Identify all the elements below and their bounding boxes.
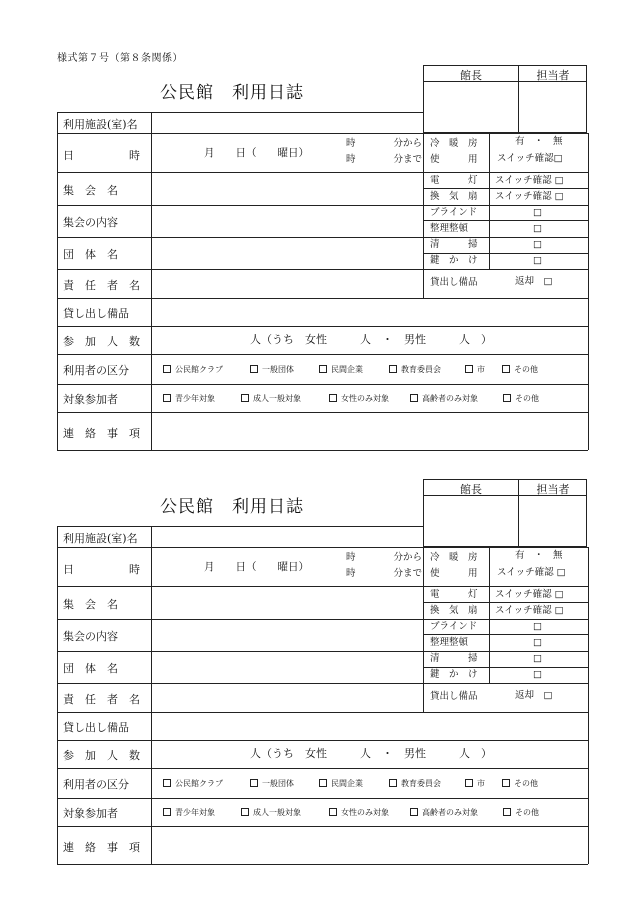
lending-items-label: 貸し出し備品 (63, 307, 129, 320)
checkbox[interactable] (389, 365, 397, 373)
category-option-label: その他 (514, 365, 538, 374)
lending-items-label: 貸し出し備品 (63, 721, 129, 734)
user-category-label: 利用者の区分 (63, 778, 129, 791)
cleaning-check[interactable]: □ (533, 239, 542, 250)
target-option[interactable] (503, 807, 539, 818)
meeting-name-label: 集 会 名 (63, 598, 118, 611)
category-option[interactable] (250, 364, 294, 375)
category-option[interactable] (319, 778, 363, 789)
target-option-label: 成人一般対象 (253, 394, 301, 403)
checkbox[interactable] (410, 394, 418, 402)
checkbox[interactable] (163, 808, 171, 816)
target-label: 対象参加者 (63, 807, 118, 820)
locking-check[interactable]: □ (533, 669, 542, 680)
category-option-label: 一般団体 (262, 365, 294, 374)
aircon-label: 冷 暖 房 (430, 138, 478, 149)
chief-label: 館長 (460, 69, 482, 82)
participants-label: 参 加 人 数 (63, 749, 140, 762)
facility-label: 利用施設(室)名 (63, 532, 138, 545)
target-option-label: その他 (515, 808, 539, 817)
category-option-label: その他 (514, 779, 538, 788)
tidy-label: 整理整頓 (430, 223, 469, 234)
participants-count-field[interactable]: 人（うち 女性 人 ・ 男性 人 ） (250, 747, 492, 760)
category-option-label: 一般団体 (262, 779, 294, 788)
participants-count-field[interactable]: 人（うち 女性 人 ・ 男性 人 ） (250, 333, 492, 346)
approval-stamp-box (423, 65, 587, 133)
target-option[interactable] (410, 807, 478, 818)
user-category-label: 利用者の区分 (63, 364, 129, 377)
checkbox[interactable] (503, 808, 511, 816)
approval-stamp-box (423, 479, 587, 547)
light-switch-check[interactable]: スイッチ確認 □ (495, 589, 564, 600)
fan-label: 換 気 扇 (430, 605, 478, 616)
tidy-check[interactable]: □ (533, 223, 542, 234)
category-option[interactable] (389, 778, 441, 789)
category-option[interactable] (319, 364, 363, 375)
category-option-label: 民間企業 (331, 779, 363, 788)
category-option-label: 民間企業 (331, 365, 363, 374)
checkbox[interactable] (163, 394, 171, 402)
meeting-content-label: 集会の内容 (63, 216, 118, 229)
return-check[interactable]: 返却 □ (515, 690, 553, 701)
category-option[interactable] (502, 778, 538, 789)
category-option-label: 公民館クラブ (175, 365, 223, 374)
fan-label: 換 気 扇 (430, 191, 478, 202)
checkbox[interactable] (389, 779, 397, 787)
aircon-yes-no[interactable]: 有 ・ 無 (515, 136, 563, 147)
light-label: 電 灯 (430, 175, 478, 186)
target-option[interactable] (329, 807, 389, 818)
target-option-label: 青少年対象 (175, 394, 215, 403)
blind-check[interactable]: □ (533, 621, 542, 632)
target-option[interactable] (503, 393, 539, 404)
form-title: 公民館 利用日誌 (160, 83, 304, 103)
target-option[interactable] (241, 807, 301, 818)
target-option-label: 女性のみ対象 (341, 394, 389, 403)
datetime-label: 日 時 (63, 563, 140, 576)
tidy-check[interactable]: □ (533, 637, 542, 648)
checkbox[interactable] (163, 779, 171, 787)
target-option-label: 成人一般対象 (253, 808, 301, 817)
notes-label: 連 絡 事 項 (63, 427, 140, 440)
checkbox[interactable] (241, 808, 249, 816)
checkbox[interactable] (465, 779, 473, 787)
locking-check[interactable]: □ (533, 255, 542, 266)
lending-items-return-label: 貸出し備品 (430, 277, 478, 288)
checkbox[interactable] (250, 365, 258, 373)
category-option[interactable] (163, 364, 223, 375)
aircon-label: 冷 暖 房 (430, 552, 478, 563)
checkbox[interactable] (410, 808, 418, 816)
light-label: 電 灯 (430, 589, 478, 600)
category-option-label: 教育委員会 (401, 779, 441, 788)
cleaning-check[interactable]: □ (533, 653, 542, 664)
target-option[interactable] (163, 807, 215, 818)
form-title: 公民館 利用日誌 (160, 497, 304, 517)
target-option[interactable] (410, 393, 478, 404)
blind-label: ブラインド (430, 207, 478, 218)
checkbox[interactable] (502, 779, 510, 787)
meeting-content-label: 集会の内容 (63, 630, 118, 643)
aircon-yes-no[interactable]: 有 ・ 無 (515, 550, 563, 561)
checkbox[interactable] (329, 394, 337, 402)
category-option[interactable] (389, 364, 441, 375)
checkbox[interactable] (319, 365, 327, 373)
checkbox[interactable] (319, 779, 327, 787)
category-option-label: 公民館クラブ (175, 779, 223, 788)
target-option-label: 青少年対象 (175, 808, 215, 817)
cleaning-label: 清 掃 (430, 653, 478, 664)
date-field[interactable]: 月 日（ 曜日） (204, 147, 309, 159)
time-to-field[interactable]: 時 分まで (346, 568, 423, 579)
lending-items-return-label: 貸出し備品 (430, 691, 478, 702)
checkbox[interactable] (250, 779, 258, 787)
blind-check[interactable]: □ (533, 207, 542, 218)
checkbox[interactable] (465, 365, 473, 373)
target-option-label: 高齢者のみ対象 (422, 394, 478, 403)
category-option-label: 市 (477, 779, 485, 788)
time-to-field[interactable]: 時 分まで (346, 154, 423, 165)
target-label: 対象参加者 (63, 393, 118, 406)
time-from-field[interactable]: 時 分から (346, 138, 423, 149)
time-from-field[interactable]: 時 分から (346, 552, 423, 563)
category-option[interactable] (502, 364, 538, 375)
notes-label: 連 絡 事 項 (63, 841, 140, 854)
aircon-label-2: 使 用 (430, 568, 478, 579)
participants-label: 参 加 人 数 (63, 335, 140, 348)
category-option[interactable] (465, 778, 485, 789)
fan-switch-check[interactable]: スイッチ確認 □ (495, 605, 564, 616)
checkbox[interactable] (329, 808, 337, 816)
cleaning-label: 清 掃 (430, 239, 478, 250)
group-name-label: 団 体 名 (63, 248, 118, 261)
aircon-label-2: 使 用 (430, 154, 478, 165)
facility-label: 利用施設(室)名 (63, 118, 138, 131)
aircon-switch-check[interactable]: スイッチ確認 □ (497, 567, 566, 578)
target-option[interactable] (241, 393, 301, 404)
leader-name-label: 責 任 者 名 (63, 279, 140, 292)
category-option[interactable] (465, 364, 485, 375)
locking-label: 鍵 か け (430, 255, 478, 266)
datetime-label: 日 時 (63, 149, 140, 162)
target-option-label: その他 (515, 394, 539, 403)
checkbox[interactable] (241, 394, 249, 402)
target-option-label: 高齢者のみ対象 (422, 808, 478, 817)
group-name-label: 団 体 名 (63, 662, 118, 675)
target-option[interactable] (163, 393, 215, 404)
category-option-label: 市 (477, 365, 485, 374)
tidy-label: 整理整頓 (430, 637, 469, 648)
meeting-name-label: 集 会 名 (63, 184, 118, 197)
staff-label: 担当者 (536, 69, 570, 82)
return-check[interactable]: 返却 □ (515, 276, 553, 287)
target-option-label: 女性のみ対象 (341, 808, 389, 817)
date-field[interactable]: 月 日（ 曜日） (204, 561, 309, 573)
aircon-switch-check[interactable]: スイッチ確認□ (497, 153, 563, 164)
category-option[interactable] (250, 778, 294, 789)
form-note: 様式第７号（第８条関係） (57, 53, 183, 64)
checkbox[interactable] (502, 365, 510, 373)
checkbox[interactable] (503, 394, 511, 402)
category-option-label: 教育委員会 (401, 365, 441, 374)
locking-label: 鍵 か け (430, 669, 478, 680)
leader-name-label: 責 任 者 名 (63, 693, 140, 706)
light-switch-check[interactable]: スイッチ確認 □ (495, 175, 564, 186)
chief-label: 館長 (460, 483, 482, 496)
target-option[interactable] (329, 393, 389, 404)
staff-label: 担当者 (536, 483, 570, 496)
category-option[interactable] (163, 778, 223, 789)
fan-switch-check[interactable]: スイッチ確認 □ (495, 191, 564, 202)
blind-label: ブラインド (430, 621, 478, 632)
checkbox[interactable] (163, 365, 171, 373)
